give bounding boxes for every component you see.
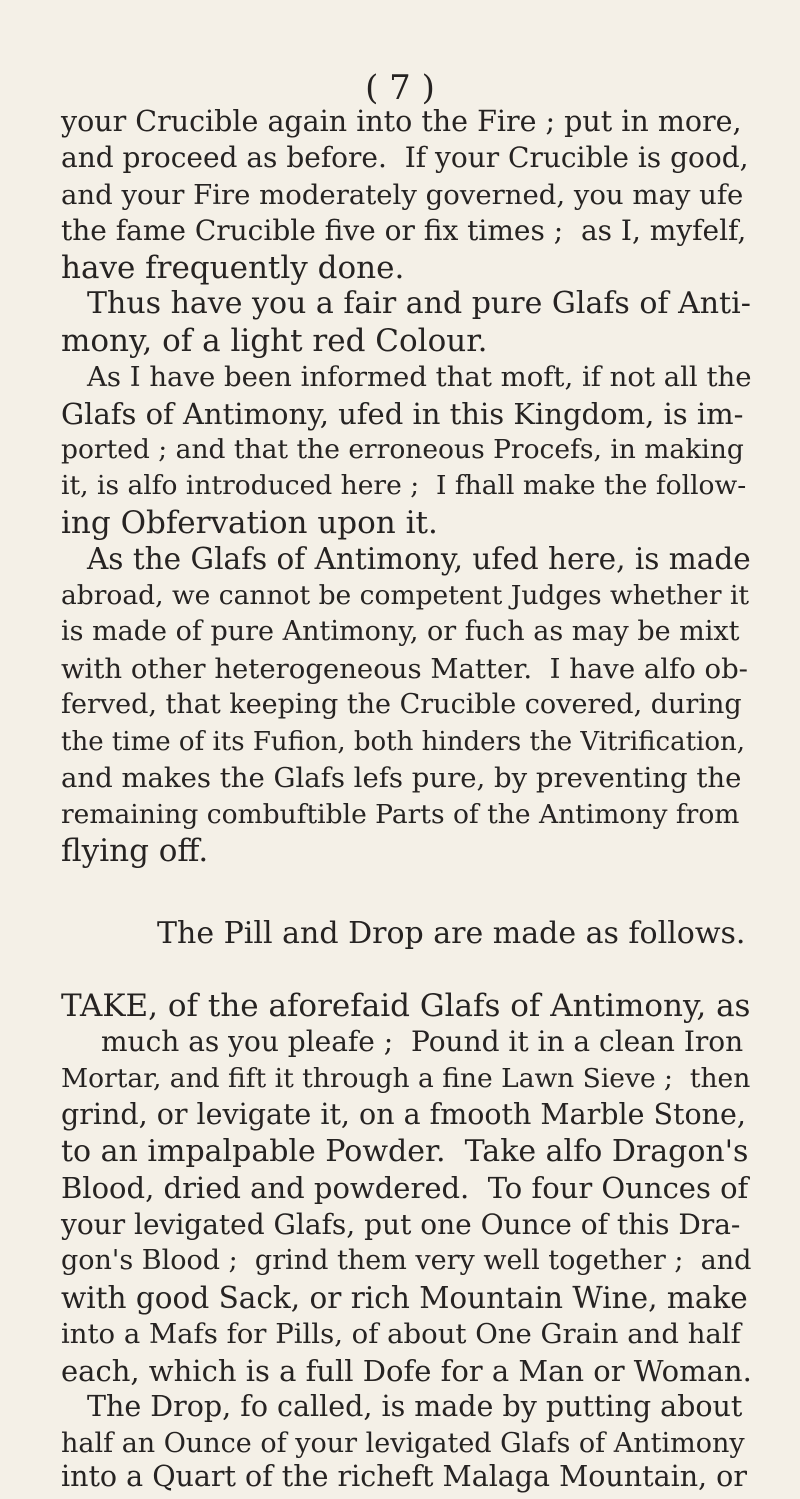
- page-number: ( 7 ): [365, 68, 435, 108]
- text-line: half an Ounce of your levigated Glafs of Antimony: [61, 1428, 745, 1459]
- text-line: ing Obfervation upon it.: [61, 505, 438, 541]
- text-line: TAKE, of the aforefaid Glafs of Antimony, as: [61, 988, 751, 1024]
- text-line: ported ; and that the erroneous Procefs, in making: [61, 434, 744, 465]
- text-line: Mortar, and fift it through a fine Lawn Sieve ; then: [61, 1063, 751, 1094]
- text-line: ferved, that keeping the Crucible covered, during: [61, 689, 742, 720]
- text-line: your levigated Glafs, put one Ounce of this Dra-: [61, 1208, 741, 1241]
- text-line: mony, of a light red Colour.: [61, 323, 488, 359]
- text-line: the time of its Fufion, both hinders the Vitrification,: [61, 727, 746, 757]
- section-heading: The Pill and Drop are made as follows.: [157, 916, 746, 951]
- text-line: have frequently done.: [61, 250, 405, 286]
- text-line: The Drop, fo called, is made by putting about: [87, 1390, 743, 1423]
- text-line: Blood, dried and powdered. To four Ounces of: [61, 1171, 749, 1205]
- text-line: much as you pleafe ; Pound it in a clean Iron: [101, 1025, 744, 1058]
- text-line: each, which is a full Dofe for a Man or Woman.: [61, 1354, 752, 1388]
- text-line: Glafs of Antimony, ufed in this Kingdom, is im-: [61, 397, 744, 431]
- text-line: and your Fire moderately governed, you may ufe: [61, 179, 744, 211]
- text-line: Thus have you a fair and pure Glafs of Anti-: [87, 286, 751, 321]
- text-line: As the Glafs of Antimony, ufed here, is made: [87, 542, 751, 576]
- text-line: grind, or levigate it, on a fmooth Marble Stone,: [61, 1098, 746, 1131]
- text-line: the fame Crucible five or fix times ; as I, myfelf,: [61, 214, 747, 247]
- text-line: into a Mafs for Pills, of about One Grain and half: [61, 1318, 741, 1350]
- text-line: flying off.: [61, 833, 209, 869]
- text-line: and proceed as before. If your Crucible is good,: [61, 141, 749, 174]
- text-line: with good Sack, or rich Mountain Wine, make: [61, 1281, 748, 1315]
- text-line: with other heterogeneous Matter. I have alfo ob-: [61, 653, 748, 685]
- text-line: As I have been informed that moft, if not all the: [87, 361, 752, 393]
- text-line: is made of pure Antimony, or fuch as may be mixt: [61, 616, 740, 647]
- text-line: gon's Blood ; grind them very well together ; and: [61, 1245, 752, 1276]
- text-line: and makes the Glafs lefs pure, by preventing the: [61, 762, 742, 794]
- text-line: abroad, we cannot be competent Judges whether it: [61, 580, 750, 611]
- text-line: remaining combuftible Parts of the Antimony from: [61, 799, 740, 830]
- text-line: your Crucible again into the Fire ; put in more,: [61, 105, 742, 138]
- text-line: it, is alfo introduced here ; I fhall make the follow-: [61, 470, 747, 501]
- text-line: into a Quart of the richeft Malaga Mountain, or: [61, 1460, 747, 1493]
- text-line: to an impalpable Powder. Take alfo Dragon's: [61, 1134, 749, 1169]
